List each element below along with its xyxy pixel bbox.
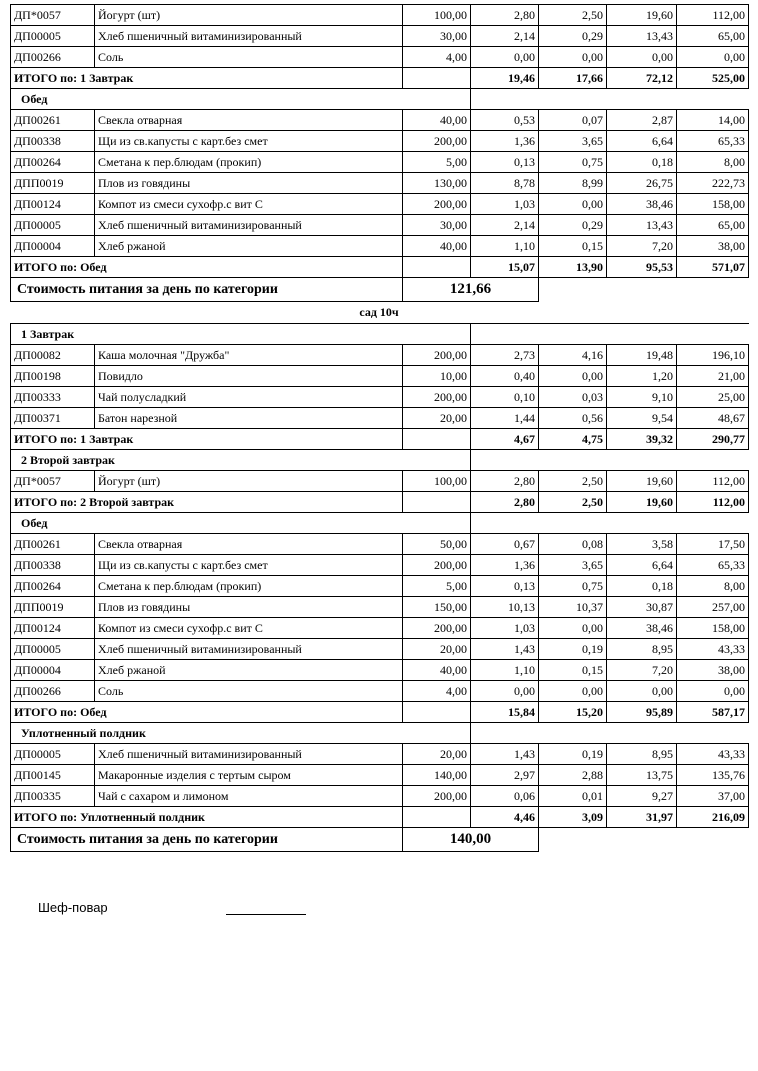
dish-code: ДП00004 — [11, 236, 95, 257]
section-header — [11, 513, 749, 534]
dish-proteins: 0,67 — [471, 534, 539, 555]
dish-code: ДП00005 — [11, 639, 95, 660]
total-fats: 13,90 — [539, 257, 607, 278]
table-row — [11, 618, 749, 639]
total-calories: 290,77 — [677, 429, 749, 450]
dish-calories: 158,00 — [677, 618, 749, 639]
dish-name: Повидло — [95, 366, 403, 387]
section-label: Обед — [11, 513, 471, 534]
dish-name: Щи из св.капусты с карт.без смет — [95, 131, 403, 152]
table-row — [11, 345, 749, 366]
dish-fats: 0,15 — [539, 660, 607, 681]
table-row — [11, 765, 749, 786]
dish-name: Хлеб пшеничный витаминизированный — [95, 26, 403, 47]
dish-fats: 0,00 — [539, 366, 607, 387]
dish-proteins: 1,43 — [471, 744, 539, 765]
section-spacer — [471, 324, 539, 345]
dish-carbs: 9,10 — [607, 387, 677, 408]
grand-total-spacer — [677, 828, 749, 852]
dish-carbs: 13,75 — [607, 765, 677, 786]
dish-code: ДП00124 — [11, 194, 95, 215]
dish-code: ДПП0019 — [11, 597, 95, 618]
total-row — [11, 807, 749, 828]
dish-qty: 10,00 — [403, 366, 471, 387]
total-qty — [403, 68, 471, 89]
total-qty — [403, 257, 471, 278]
dish-name: Соль — [95, 47, 403, 68]
total-proteins: 2,80 — [471, 492, 539, 513]
dish-name: Хлеб пшеничный витаминизированный — [95, 639, 403, 660]
table-row — [11, 408, 749, 429]
dish-carbs: 0,18 — [607, 576, 677, 597]
dish-proteins: 2,14 — [471, 215, 539, 236]
dish-name: Свекла отварная — [95, 110, 403, 131]
dish-fats: 0,19 — [539, 639, 607, 660]
dish-proteins: 2,80 — [471, 5, 539, 26]
total-proteins: 15,07 — [471, 257, 539, 278]
dish-calories: 17,50 — [677, 534, 749, 555]
dish-qty: 30,00 — [403, 26, 471, 47]
total-qty — [403, 492, 471, 513]
section-spacer — [471, 513, 539, 534]
dish-calories: 48,67 — [677, 408, 749, 429]
section-spacer — [677, 89, 749, 110]
dish-qty: 200,00 — [403, 555, 471, 576]
dish-calories: 8,00 — [677, 576, 749, 597]
dish-carbs: 19,60 — [607, 5, 677, 26]
table-row — [11, 639, 749, 660]
dish-carbs: 19,48 — [607, 345, 677, 366]
dish-calories: 112,00 — [677, 5, 749, 26]
total-row — [11, 492, 749, 513]
dish-fats: 8,99 — [539, 173, 607, 194]
section-header — [11, 89, 749, 110]
total-label: ИТОГО по: Уплотненный полдник — [11, 807, 403, 828]
dish-fats: 0,01 — [539, 786, 607, 807]
dish-proteins: 2,97 — [471, 765, 539, 786]
table-row — [11, 215, 749, 236]
section-header — [11, 324, 749, 345]
dish-fats: 3,65 — [539, 131, 607, 152]
dish-carbs: 13,43 — [607, 26, 677, 47]
dish-code: ДП*0057 — [11, 5, 95, 26]
grand-total-value: 140,00 — [403, 828, 539, 852]
dish-qty: 200,00 — [403, 345, 471, 366]
dish-code: ДП00124 — [11, 618, 95, 639]
total-calories: 525,00 — [677, 68, 749, 89]
dish-fats: 3,65 — [539, 555, 607, 576]
dish-fats: 10,37 — [539, 597, 607, 618]
section-label: 1 Завтрак — [11, 324, 471, 345]
section-label: Обед — [11, 89, 471, 110]
dish-carbs: 13,43 — [607, 215, 677, 236]
dish-proteins: 0,13 — [471, 576, 539, 597]
dish-proteins: 0,13 — [471, 152, 539, 173]
dish-calories: 38,00 — [677, 236, 749, 257]
grand-total-value: 121,66 — [403, 278, 539, 302]
dish-name: Каша молочная "Дружба" — [95, 345, 403, 366]
grand-total-spacer — [539, 278, 607, 302]
dish-carbs: 8,95 — [607, 639, 677, 660]
dish-calories: 112,00 — [677, 471, 749, 492]
section-spacer — [539, 723, 607, 744]
table-row — [11, 152, 749, 173]
signature-block — [10, 900, 748, 915]
table-row — [11, 26, 749, 47]
section-spacer — [677, 450, 749, 471]
table-row — [11, 173, 749, 194]
dish-code: ДП00005 — [11, 215, 95, 236]
dish-calories: 21,00 — [677, 366, 749, 387]
dish-calories: 257,00 — [677, 597, 749, 618]
section-label: 2 Второй завтрак — [11, 450, 471, 471]
dish-calories: 65,00 — [677, 215, 749, 236]
dish-calories: 38,00 — [677, 660, 749, 681]
dish-calories: 43,33 — [677, 639, 749, 660]
table-row — [11, 194, 749, 215]
dish-proteins: 2,80 — [471, 471, 539, 492]
dish-proteins: 1,44 — [471, 408, 539, 429]
grand-total-spacer — [607, 278, 677, 302]
dish-fats: 0,56 — [539, 408, 607, 429]
total-calories: 571,07 — [677, 257, 749, 278]
dish-calories: 14,00 — [677, 110, 749, 131]
dish-qty: 4,00 — [403, 47, 471, 68]
dish-qty: 5,00 — [403, 576, 471, 597]
menu-table-block-2 — [10, 323, 749, 852]
total-fats: 3,09 — [539, 807, 607, 828]
dish-proteins: 0,00 — [471, 47, 539, 68]
table-row — [11, 366, 749, 387]
dish-fats: 0,00 — [539, 618, 607, 639]
dish-code: ДП00145 — [11, 765, 95, 786]
dish-code: ДП00198 — [11, 366, 95, 387]
dish-calories: 0,00 — [677, 681, 749, 702]
total-fats: 2,50 — [539, 492, 607, 513]
dish-carbs: 1,20 — [607, 366, 677, 387]
dish-calories: 37,00 — [677, 786, 749, 807]
dish-qty: 50,00 — [403, 534, 471, 555]
table-row — [11, 131, 749, 152]
total-proteins: 19,46 — [471, 68, 539, 89]
dish-carbs: 3,58 — [607, 534, 677, 555]
menu-table-block-1 — [10, 4, 749, 302]
dish-fats: 0,19 — [539, 744, 607, 765]
dish-code: ДП00266 — [11, 681, 95, 702]
dish-calories: 65,00 — [677, 26, 749, 47]
dish-name: Плов из говядины — [95, 173, 403, 194]
dish-fats: 0,29 — [539, 26, 607, 47]
section-spacer — [471, 89, 539, 110]
total-fats: 4,75 — [539, 429, 607, 450]
dish-qty: 40,00 — [403, 110, 471, 131]
dish-fats: 0,15 — [539, 236, 607, 257]
dish-qty: 130,00 — [403, 173, 471, 194]
dish-qty: 100,00 — [403, 471, 471, 492]
dish-carbs: 38,46 — [607, 194, 677, 215]
dish-name: Сметана к пер.блюдам (прокип) — [95, 152, 403, 173]
total-row — [11, 702, 749, 723]
dish-proteins: 1,03 — [471, 618, 539, 639]
dish-name: Соль — [95, 681, 403, 702]
dish-name: Плов из говядины — [95, 597, 403, 618]
section-spacer — [471, 723, 539, 744]
dish-name: Чай полусладкий — [95, 387, 403, 408]
dish-carbs: 7,20 — [607, 236, 677, 257]
section-spacer — [607, 89, 677, 110]
dish-proteins: 1,03 — [471, 194, 539, 215]
dish-carbs: 6,64 — [607, 555, 677, 576]
table-row — [11, 597, 749, 618]
dish-name: Хлеб ржаной — [95, 236, 403, 257]
dish-carbs: 9,54 — [607, 408, 677, 429]
table-row — [11, 236, 749, 257]
dish-qty: 30,00 — [403, 215, 471, 236]
dish-fats: 2,50 — [539, 5, 607, 26]
dish-calories: 222,73 — [677, 173, 749, 194]
total-fats: 17,66 — [539, 68, 607, 89]
dish-proteins: 0,40 — [471, 366, 539, 387]
dish-name: Свекла отварная — [95, 534, 403, 555]
section-spacer — [607, 324, 677, 345]
dish-fats: 4,16 — [539, 345, 607, 366]
table-row — [11, 660, 749, 681]
total-calories: 112,00 — [677, 492, 749, 513]
dish-name: Чай с сахаром и лимоном — [95, 786, 403, 807]
grand-total-spacer — [677, 278, 749, 302]
table-row — [11, 786, 749, 807]
dish-code: ДП00371 — [11, 408, 95, 429]
dish-qty: 140,00 — [403, 765, 471, 786]
dish-name: Макаронные изделия с тертым сыром — [95, 765, 403, 786]
dish-code: ДП00335 — [11, 786, 95, 807]
total-qty — [403, 429, 471, 450]
dish-qty: 200,00 — [403, 131, 471, 152]
dish-fats: 2,50 — [539, 471, 607, 492]
dish-code: ДП00264 — [11, 576, 95, 597]
dish-calories: 0,00 — [677, 47, 749, 68]
dish-qty: 20,00 — [403, 639, 471, 660]
dish-fats: 0,00 — [539, 194, 607, 215]
dish-name: Щи из св.капусты с карт.без смет — [95, 555, 403, 576]
dish-calories: 196,10 — [677, 345, 749, 366]
grand-total-spacer — [607, 828, 677, 852]
dish-calories: 43,33 — [677, 744, 749, 765]
dish-qty: 4,00 — [403, 681, 471, 702]
total-row — [11, 68, 749, 89]
dish-qty: 200,00 — [403, 786, 471, 807]
dish-proteins: 2,73 — [471, 345, 539, 366]
dish-qty: 40,00 — [403, 660, 471, 681]
dish-name: Компот из смеси сухофр.с вит С — [95, 618, 403, 639]
dish-calories: 8,00 — [677, 152, 749, 173]
total-label: ИТОГО по: Обед — [11, 702, 403, 723]
dish-fats: 0,00 — [539, 681, 607, 702]
dish-proteins: 2,14 — [471, 26, 539, 47]
dish-code: ДП00338 — [11, 131, 95, 152]
dish-code: ДП00333 — [11, 387, 95, 408]
signature-label: Шеф-повар — [38, 900, 108, 915]
dish-calories: 158,00 — [677, 194, 749, 215]
dish-code: ДП00338 — [11, 555, 95, 576]
dish-code: ДП00004 — [11, 660, 95, 681]
dish-code: ДП00005 — [11, 26, 95, 47]
dish-qty: 200,00 — [403, 387, 471, 408]
dish-proteins: 1,10 — [471, 236, 539, 257]
total-fats: 15,20 — [539, 702, 607, 723]
dish-carbs: 9,27 — [607, 786, 677, 807]
dish-carbs: 19,60 — [607, 471, 677, 492]
dish-fats: 0,75 — [539, 152, 607, 173]
total-carbs: 72,12 — [607, 68, 677, 89]
total-proteins: 4,67 — [471, 429, 539, 450]
dish-carbs: 2,87 — [607, 110, 677, 131]
total-carbs: 19,60 — [607, 492, 677, 513]
section-spacer — [677, 723, 749, 744]
dish-proteins: 0,53 — [471, 110, 539, 131]
section-spacer — [539, 324, 607, 345]
dish-qty: 200,00 — [403, 618, 471, 639]
dish-fats: 2,88 — [539, 765, 607, 786]
dish-fats: 0,75 — [539, 576, 607, 597]
dish-calories: 135,76 — [677, 765, 749, 786]
total-label: ИТОГО по: 1 Завтрак — [11, 68, 403, 89]
dish-carbs: 0,00 — [607, 681, 677, 702]
dish-qty: 20,00 — [403, 744, 471, 765]
dish-carbs: 6,64 — [607, 131, 677, 152]
total-carbs: 39,32 — [607, 429, 677, 450]
dish-code: ДПП0019 — [11, 173, 95, 194]
section-spacer — [607, 513, 677, 534]
grand-total-row — [11, 828, 749, 852]
signature-line — [226, 902, 306, 915]
table-row — [11, 744, 749, 765]
total-carbs: 95,89 — [607, 702, 677, 723]
dish-qty: 5,00 — [403, 152, 471, 173]
section-spacer — [677, 513, 749, 534]
total-calories: 587,17 — [677, 702, 749, 723]
dish-name: Хлеб пшеничный витаминизированный — [95, 744, 403, 765]
dish-code: ДП00082 — [11, 345, 95, 366]
total-label: ИТОГО по: Обед — [11, 257, 403, 278]
dish-code: ДП00261 — [11, 534, 95, 555]
section-header — [11, 723, 749, 744]
dish-fats: 0,08 — [539, 534, 607, 555]
section-label: Уплотненный полдник — [11, 723, 471, 744]
dish-qty: 200,00 — [403, 194, 471, 215]
table-row — [11, 5, 749, 26]
section-spacer — [471, 450, 539, 471]
dish-name: Сметана к пер.блюдам (прокип) — [95, 576, 403, 597]
dish-proteins: 1,36 — [471, 555, 539, 576]
total-qty — [403, 702, 471, 723]
dish-carbs: 7,20 — [607, 660, 677, 681]
table-row — [11, 47, 749, 68]
total-carbs: 31,97 — [607, 807, 677, 828]
dish-proteins: 1,10 — [471, 660, 539, 681]
section-spacer — [539, 450, 607, 471]
dish-code: ДП00261 — [11, 110, 95, 131]
dish-proteins: 0,00 — [471, 681, 539, 702]
table-row — [11, 555, 749, 576]
dish-calories: 65,33 — [677, 555, 749, 576]
dish-qty: 40,00 — [403, 236, 471, 257]
dish-proteins: 0,06 — [471, 786, 539, 807]
dish-fats: 0,29 — [539, 215, 607, 236]
section-spacer — [539, 89, 607, 110]
dish-proteins: 1,36 — [471, 131, 539, 152]
dish-proteins: 10,13 — [471, 597, 539, 618]
total-qty — [403, 807, 471, 828]
dish-proteins: 0,10 — [471, 387, 539, 408]
dish-name: Хлеб ржаной — [95, 660, 403, 681]
table-row — [11, 471, 749, 492]
dish-qty: 20,00 — [403, 408, 471, 429]
total-label: ИТОГО по: 2 Второй завтрак — [11, 492, 403, 513]
dish-name: Йогурт (шт) — [95, 5, 403, 26]
dish-name: Компот из смеси сухофр.с вит С — [95, 194, 403, 215]
dish-fats: 0,03 — [539, 387, 607, 408]
dish-carbs: 38,46 — [607, 618, 677, 639]
table-row — [11, 534, 749, 555]
category-title: сад 10ч — [359, 305, 399, 319]
dish-name: Батон нарезной — [95, 408, 403, 429]
dish-carbs: 8,95 — [607, 744, 677, 765]
dish-code: ДП00266 — [11, 47, 95, 68]
dish-code: ДП00264 — [11, 152, 95, 173]
dish-qty: 150,00 — [403, 597, 471, 618]
table-row — [11, 681, 749, 702]
dish-name: Хлеб пшеничный витаминизированный — [95, 215, 403, 236]
grand-total-label: Стоимость питания за день по категории — [11, 828, 403, 852]
dish-carbs: 30,87 — [607, 597, 677, 618]
grand-total-spacer — [539, 828, 607, 852]
dish-proteins: 8,78 — [471, 173, 539, 194]
dish-code: ДП00005 — [11, 744, 95, 765]
section-spacer — [539, 513, 607, 534]
table-row — [11, 110, 749, 131]
total-calories: 216,09 — [677, 807, 749, 828]
table-row — [11, 576, 749, 597]
total-carbs: 95,53 — [607, 257, 677, 278]
total-label: ИТОГО по: 1 Завтрак — [11, 429, 403, 450]
section-header — [11, 450, 749, 471]
dish-proteins: 1,43 — [471, 639, 539, 660]
dish-carbs: 0,00 — [607, 47, 677, 68]
section-spacer — [677, 324, 749, 345]
table-row — [11, 387, 749, 408]
dish-fats: 0,07 — [539, 110, 607, 131]
total-row — [11, 429, 749, 450]
section-spacer — [607, 723, 677, 744]
dish-calories: 65,33 — [677, 131, 749, 152]
total-proteins: 15,84 — [471, 702, 539, 723]
section-spacer — [607, 450, 677, 471]
grand-total-label: Стоимость питания за день по категории — [11, 278, 403, 302]
total-row — [11, 257, 749, 278]
dish-qty: 100,00 — [403, 5, 471, 26]
dish-fats: 0,00 — [539, 47, 607, 68]
dish-carbs: 26,75 — [607, 173, 677, 194]
dish-carbs: 0,18 — [607, 152, 677, 173]
grand-total-row — [11, 278, 749, 302]
dish-calories: 25,00 — [677, 387, 749, 408]
dish-code: ДП*0057 — [11, 471, 95, 492]
dish-name: Йогурт (шт) — [95, 471, 403, 492]
total-proteins: 4,46 — [471, 807, 539, 828]
